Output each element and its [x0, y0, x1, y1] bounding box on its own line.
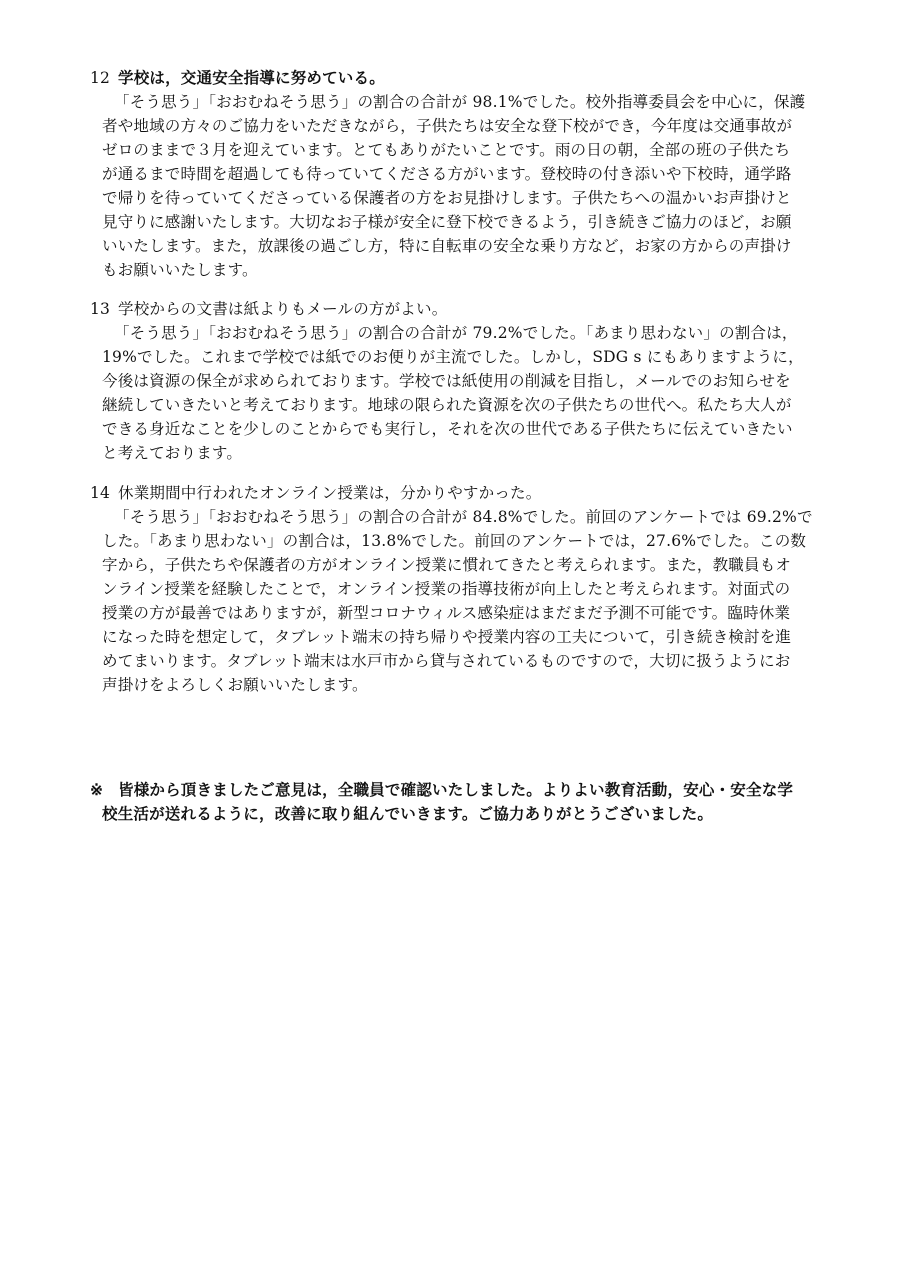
section-number: 14: [90, 484, 111, 502]
paragraph-line: もお願いいたします。: [102, 261, 258, 279]
paragraph-line: 字から，子供たちや保護者の方がオンライン授業に慣れてきたと考えられます。また，教職員もオ: [102, 556, 792, 574]
section-14: [90, 481, 830, 697]
paragraph-line: ンライン授業を経験したことで，オンライン授業の指導技術が向上したと考えられます。対面式の: [102, 580, 791, 598]
paragraph-line: 授業の方が最善ではありますが，新型コロナウィルス感染症はまだまだ予測不可能です。臨時休業: [102, 604, 791, 622]
paragraph-line: 今後は資源の保全が求められております。学校では紙使用の削減を目指し，メールでのお知らせを: [102, 372, 791, 390]
paragraph-line: 見守りに感謝いたします。大切なお子様が安全に登下校できるよう，引き続きご協力のほど，お願: [102, 213, 792, 231]
paragraph-line: いいたします。また，放課後の過ごし方，特に自転車の安全な乗り方など，お家の方からの声掛け: [102, 237, 792, 255]
section-number: 13: [90, 300, 111, 318]
paragraph-line: した。「あまり思わない」の割合は，13.8%でした。前回のアンケートでは，27.6%でした。この数: [102, 532, 807, 550]
paragraph-line: めてまいります。タブレット端末は水戸市から貸与されているものですので，大切に扱うようにお: [102, 652, 791, 670]
paragraph-line: 「そう思う」「おおむねそう思う」の割合の合計が 98.1%でした。校外指導委員会を中心に，保護: [114, 93, 806, 111]
paragraph-line: 継続していきたいと考えております。地球の限られた資源を次の子供たちの世代へ。私たち大人が: [102, 396, 792, 414]
note-mark: ※: [90, 780, 104, 799]
paragraph-line: が通るまで時間を超過しても待っていてくださる方がいます。登校時の付き添いや下校時，通学路: [102, 165, 792, 183]
section-heading: [90, 297, 830, 321]
section-13: [90, 297, 830, 465]
paragraph-line: 「そう思う」「おおむねそう思う」の割合の合計が 84.8%でした。前回のアンケートでは 69.2%で: [114, 508, 813, 526]
section-heading: [90, 66, 830, 90]
note-line: 校生活が送れるように，改善に取り組んでいきます。ご協力ありがとうございました。: [102, 804, 714, 823]
paragraph-line: 19%でした。これまで学校では紙でのお便りが主流でした。しかし，SDG s にもありますように，: [102, 348, 804, 366]
note-line: 皆様から頂きましたご意見は，全職員で確認いたしました。よりよい教育活動，安心・安全な学: [118, 780, 794, 799]
paragraph-line: ゼロのままで３月を迎えています。とてもありがたいことです。雨の日の朝，全部の班の子供たち: [102, 141, 791, 159]
paragraph-line: 「そう思う」「おおむねそう思う」の割合の合計が 79.2%でした。「あまり思わない」の割合は，: [114, 324, 798, 342]
section-title: 休業期間中行われたオンライン授業は，分かりやすかった。: [118, 484, 542, 502]
paragraph-line: で帰りを待っていてくださっている保護者の方をお見掛けします。子供たちへの温かいお声掛けと: [102, 189, 792, 207]
paragraph-line: になった時を想定して，タブレット端末の持ち帰りや授業内容の工夫について，引き続き検討を進: [102, 628, 792, 646]
closing-note: [90, 778, 830, 826]
section-heading: [90, 481, 830, 505]
section-12: [90, 66, 830, 282]
section-title: 学校は，交通安全指導に努めている。: [118, 68, 385, 87]
section-number: 12: [90, 69, 111, 87]
note-heading: [90, 778, 830, 802]
section-title: 学校からの文書は紙よりもメールの方がよい。: [118, 300, 448, 318]
paragraph-line: 者や地域の方々のご協力をいただきながら，子供たちは安全な登下校ができ，今年度は交通事故が: [102, 117, 793, 135]
paragraph-line: できる身近なことを少しのことからでも実行し，それを次の世代である子供たちに伝えていきたい: [102, 420, 793, 438]
paragraph-line: と考えております。: [102, 444, 243, 462]
paragraph-line: 声掛けをよろしくお願いいたします。: [102, 676, 368, 694]
